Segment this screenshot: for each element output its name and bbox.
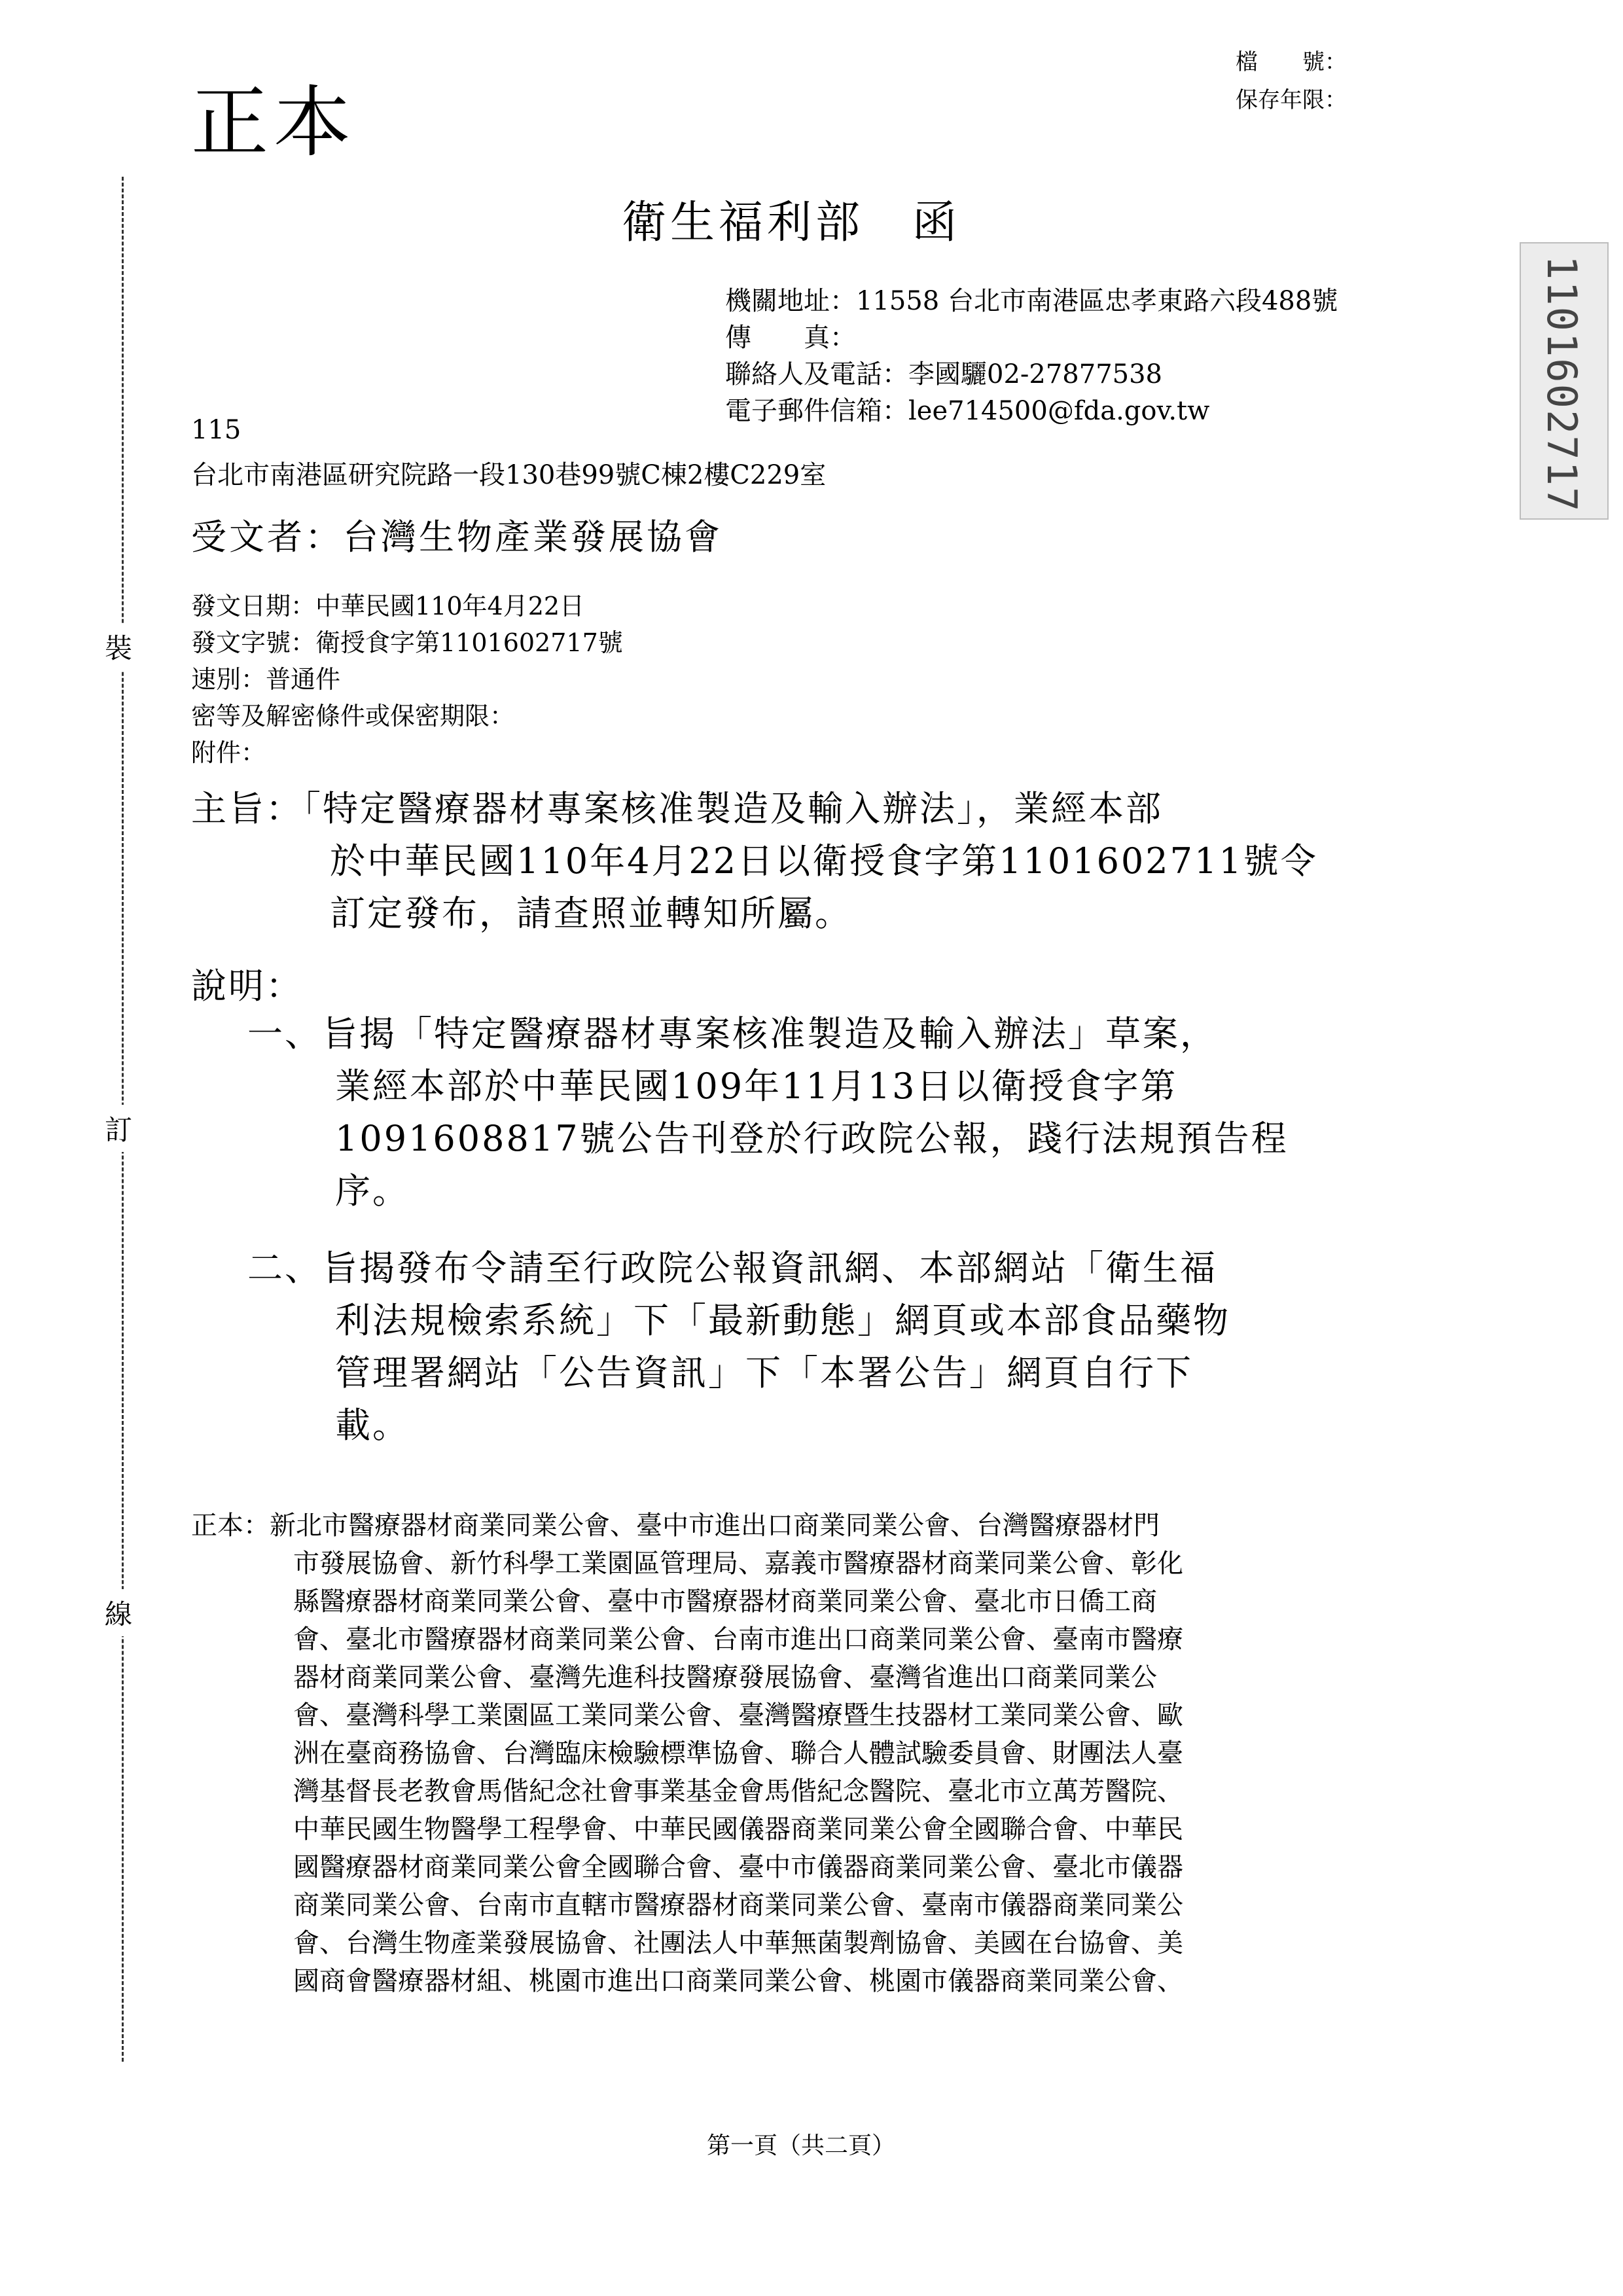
attachment: 附件： bbox=[191, 738, 266, 767]
cc-line: 商業同業公會、台南市直轄市醫療器材商業同業公會、臺南市儀器商業同業公 bbox=[293, 1890, 1183, 1920]
cc-line: 正本：新北市醫療器材商業同業公會、臺中市進出口商業同業公會、台灣醫療器材門 bbox=[191, 1511, 1160, 1541]
subject-line: 主旨：「特定醫療器材專案核准製造及輸入辦法」，業經本部 bbox=[191, 788, 1163, 829]
cc-line: 國醫療器材商業同業公會全國聯合會、臺中市儀器商業同業公會、臺北市儀器 bbox=[293, 1852, 1183, 1882]
cc-line: 縣醫療器材商業同業公會、臺中市醫療器材商業同業公會、臺北市日僑工商 bbox=[293, 1587, 1157, 1617]
agency-email: 電子郵件信箱：lee714500@fda.gov.tw bbox=[725, 396, 1210, 426]
cc-line: 會、台灣生物產業發展協會、社團法人中華無菌製劑協會、美國在台協會、美 bbox=[293, 1928, 1183, 1958]
explanation-line: 1091608817號公告刊登於行政院公報，踐行法規預告程 bbox=[335, 1118, 1289, 1159]
binding-mark: 訂 bbox=[105, 1105, 132, 1152]
receiver-address: 台北市南港區研究院路一段130巷99號C棟2樓C229室 bbox=[191, 460, 827, 490]
cc-line: 中華民國生物醫學工程學會、中華民國儀器商業同業公會全國聯合會、中華民 bbox=[293, 1814, 1183, 1844]
retention-period-label: 保存年限： bbox=[1236, 87, 1347, 113]
subject-block bbox=[191, 783, 1318, 940]
cc-line: 灣基督長老教會馬偕紀念社會事業基金會馬偕紀念醫院、臺北市立萬芳醫院、 bbox=[293, 1776, 1183, 1806]
cc-line: 市發展協會、新竹科學工業園區管理局、嘉義市醫療器材商業同業公會、彰化 bbox=[293, 1549, 1183, 1579]
secrecy-level: 密等及解密條件或保密期限： bbox=[191, 702, 515, 730]
agency-fax: 傳 真： bbox=[725, 323, 856, 353]
explanation-line: 管理署網站「公告資訊」下「本署公告」網頁自行下 bbox=[335, 1352, 1193, 1393]
page-footer: 第一頁（共二頁） bbox=[707, 2132, 896, 2159]
document-title: 衛生福利部 函 bbox=[622, 197, 961, 249]
document-number: 發文字號：衛授食字第1101602717號 bbox=[191, 628, 623, 657]
explanation-line: 利法規檢索系統」下「最新動態」網頁或本部食品藥物 bbox=[335, 1300, 1230, 1341]
receiver-zip: 115 bbox=[191, 415, 241, 445]
document-number-tag-text: 1101602717 bbox=[1538, 255, 1586, 513]
cc-line: 國商會醫療器材組、桃園市進出口商業同業公會、桃園市儀器商業同業公會、 bbox=[293, 1966, 1183, 1996]
subject-line: 訂定發布，請查照並轉知所屬。 bbox=[330, 893, 852, 934]
binding-mark: 裝 bbox=[105, 623, 132, 670]
agency-info bbox=[725, 283, 1338, 429]
explanation-line: 一、旨揭「特定醫療器材專案核准製造及輸入辦法」草案， bbox=[247, 1013, 1217, 1054]
explanation-item-1 bbox=[247, 1008, 1289, 1217]
explanation-line: 序。 bbox=[335, 1170, 410, 1211]
recipient: 受文者：台灣生物產業發展協會 bbox=[191, 516, 722, 558]
cc-line: 器材商業同業公會、臺灣先進科技醫療發展協會、臺灣省進出口商業同業公 bbox=[293, 1662, 1157, 1693]
explanation-line: 業經本部於中華民國109年11月13日以衛授食字第 bbox=[335, 1066, 1178, 1107]
explanation-label: 說明： bbox=[191, 965, 303, 1007]
document-meta bbox=[191, 588, 623, 771]
subject-line: 於中華民國110年4月22日以衛授食字第1101602711號令 bbox=[330, 840, 1318, 882]
cc-line: 會、臺灣科學工業園區工業同業公會、臺灣醫療暨生技器材工業同業公會、歐 bbox=[293, 1700, 1183, 1731]
file-number-label: 檔 號： bbox=[1236, 49, 1347, 75]
document-number-tag bbox=[1520, 242, 1609, 520]
explanation-line: 載。 bbox=[335, 1405, 410, 1446]
agency-address: 機關地址：11558 台北市南港區忠孝東路六段488號 bbox=[725, 286, 1338, 316]
copy-type-stamp: 正本 bbox=[191, 77, 357, 168]
speed-class: 速別：普通件 bbox=[191, 665, 341, 694]
explanation-line: 二、旨揭發布令請至行政院公報資訊網、本部網站「衛生福 bbox=[247, 1247, 1217, 1289]
explanation-item-2 bbox=[247, 1242, 1230, 1452]
copy-recipients bbox=[191, 1507, 1183, 2000]
cc-line: 會、臺北市醫療器材商業同業公會、台南市進出口商業同業公會、臺南市醫療 bbox=[293, 1624, 1183, 1655]
agency-contact: 聯絡人及電話：李國驪02-27877538 bbox=[725, 359, 1163, 389]
binding-mark: 線 bbox=[105, 1589, 132, 1636]
file-meta bbox=[1236, 43, 1347, 119]
cc-line: 洲在臺商務協會、台灣臨床檢驗標準協會、聯合人體試驗委員會、財團法人臺 bbox=[293, 1738, 1183, 1768]
issue-date: 發文日期：中華民國110年4月22日 bbox=[191, 592, 585, 620]
